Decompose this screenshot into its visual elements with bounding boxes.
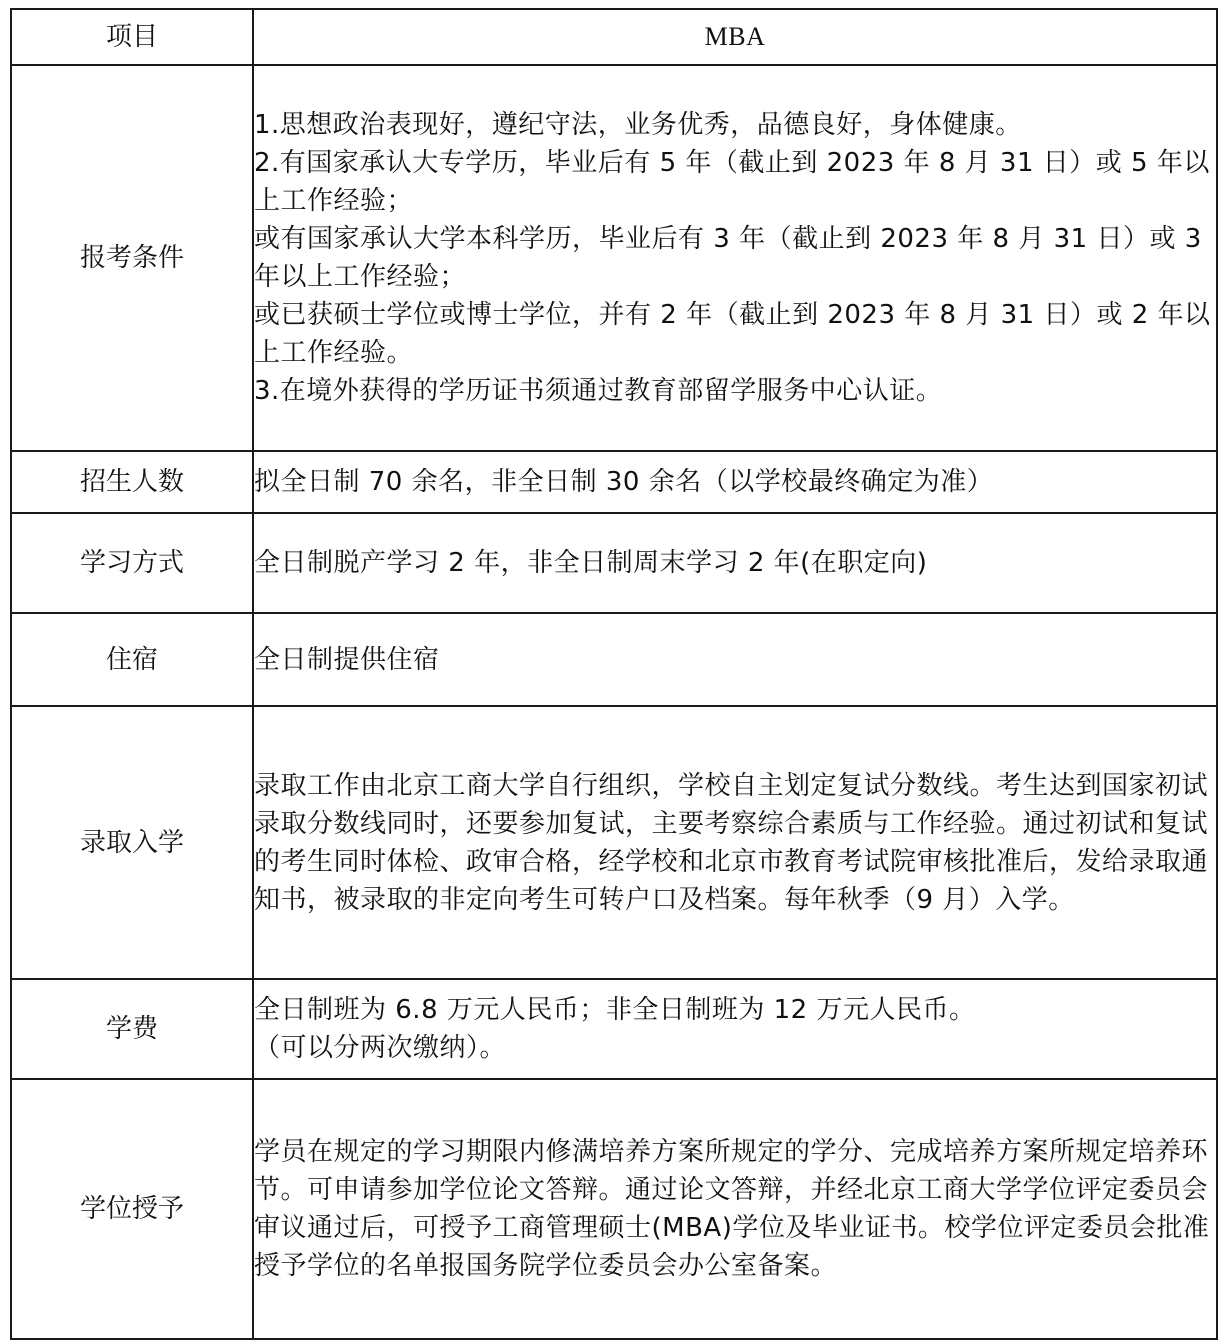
requirements-label: 报考条件 <box>11 65 253 451</box>
tuition-line-1: 全日制班为 6.8 万元人民币；非全日制班为 12 万元人民币。 <box>254 995 976 1025</box>
degree-content <box>253 1079 1217 1339</box>
degree-label: 学位授予 <box>11 1079 253 1339</box>
header-value: MBA <box>253 9 1217 65</box>
tuition-line-2: （可以分两次缴纳）。 <box>254 1033 507 1063</box>
degree-paragraph: 学员在规定的学习期限内修满培养方案所规定的学分、完成培养方案所规定培养环节。可申请参加学位论文答辩。通过论文答辩，并经北京工商大学学位评定委员会审议通过后，可授予工商管理硕士(MBA)学位及毕业证书。校学位评定委员会批准授予学位的名单报国务院学位委员会办公室备案。 <box>254 1137 1210 1281</box>
requirements-content <box>253 65 1217 451</box>
requirements-line-5: 3.在境外获得的学历证书须通过教育部留学服务中心认证。 <box>254 376 943 406</box>
admission-content <box>253 706 1217 979</box>
requirements-line-1: 1.思想政治表现好，遵纪守法，业务优秀，品德良好，身体健康。 <box>254 110 1022 140</box>
enrollment-line-1: 拟全日制 70 余名，非全日制 30 余名（以学校最终确定为准） <box>254 467 994 497</box>
study-mode-line-1: 全日制脱产学习 2 年，非全日制周末学习 2 年(在职定向) <box>254 548 928 578</box>
requirements-line-4: 或已获硕士学位或博士学位，并有 2 年（截止到 2023 年 8 月 31 日）或 2 年以上工作经验。 <box>254 300 1211 368</box>
admissions-table <box>10 8 1218 1340</box>
row-admission <box>11 706 1217 979</box>
enrollment-content <box>253 451 1217 513</box>
housing-line-1: 全日制提供住宿 <box>254 644 440 675</box>
row-enrollment <box>11 451 1217 513</box>
row-tuition <box>11 979 1217 1079</box>
header-label: 项目 <box>11 9 253 65</box>
row-requirements <box>11 65 1217 451</box>
admission-label: 录取入学 <box>11 706 253 979</box>
requirements-line-2: 2.有国家承认大专学历，毕业后有 5 年（截止到 2023 年 8 月 31 日）或 5 年以上工作经验； <box>254 148 1210 216</box>
requirements-line-3: 或有国家承认大学本科学历，毕业后有 3 年（截止到 2023 年 8 月 31 日）或 3 年以上工作经验； <box>254 224 1202 292</box>
study-mode-label: 学习方式 <box>11 513 253 613</box>
table-header-row <box>11 9 1217 65</box>
housing-label: 住宿 <box>11 613 253 706</box>
tuition-label: 学费 <box>11 979 253 1079</box>
study-mode-content <box>253 513 1217 613</box>
housing-content <box>253 613 1217 706</box>
tuition-content <box>253 979 1217 1079</box>
enrollment-label: 招生人数 <box>11 451 253 513</box>
row-study-mode <box>11 513 1217 613</box>
row-housing <box>11 613 1217 706</box>
row-degree <box>11 1079 1217 1339</box>
admission-paragraph: 录取工作由北京工商大学自行组织，学校自主划定复试分数线。考生达到国家初试录取分数线同时，还要参加复试，主要考察综合素质与工作经验。通过初试和复试的考生同时体检、政审合格，经学校和北京市教育考试院审核批准后，发给录取通知书，被录取的非定向考生可转户口及档案。每年秋季（9 月）入学。 <box>254 770 1209 915</box>
